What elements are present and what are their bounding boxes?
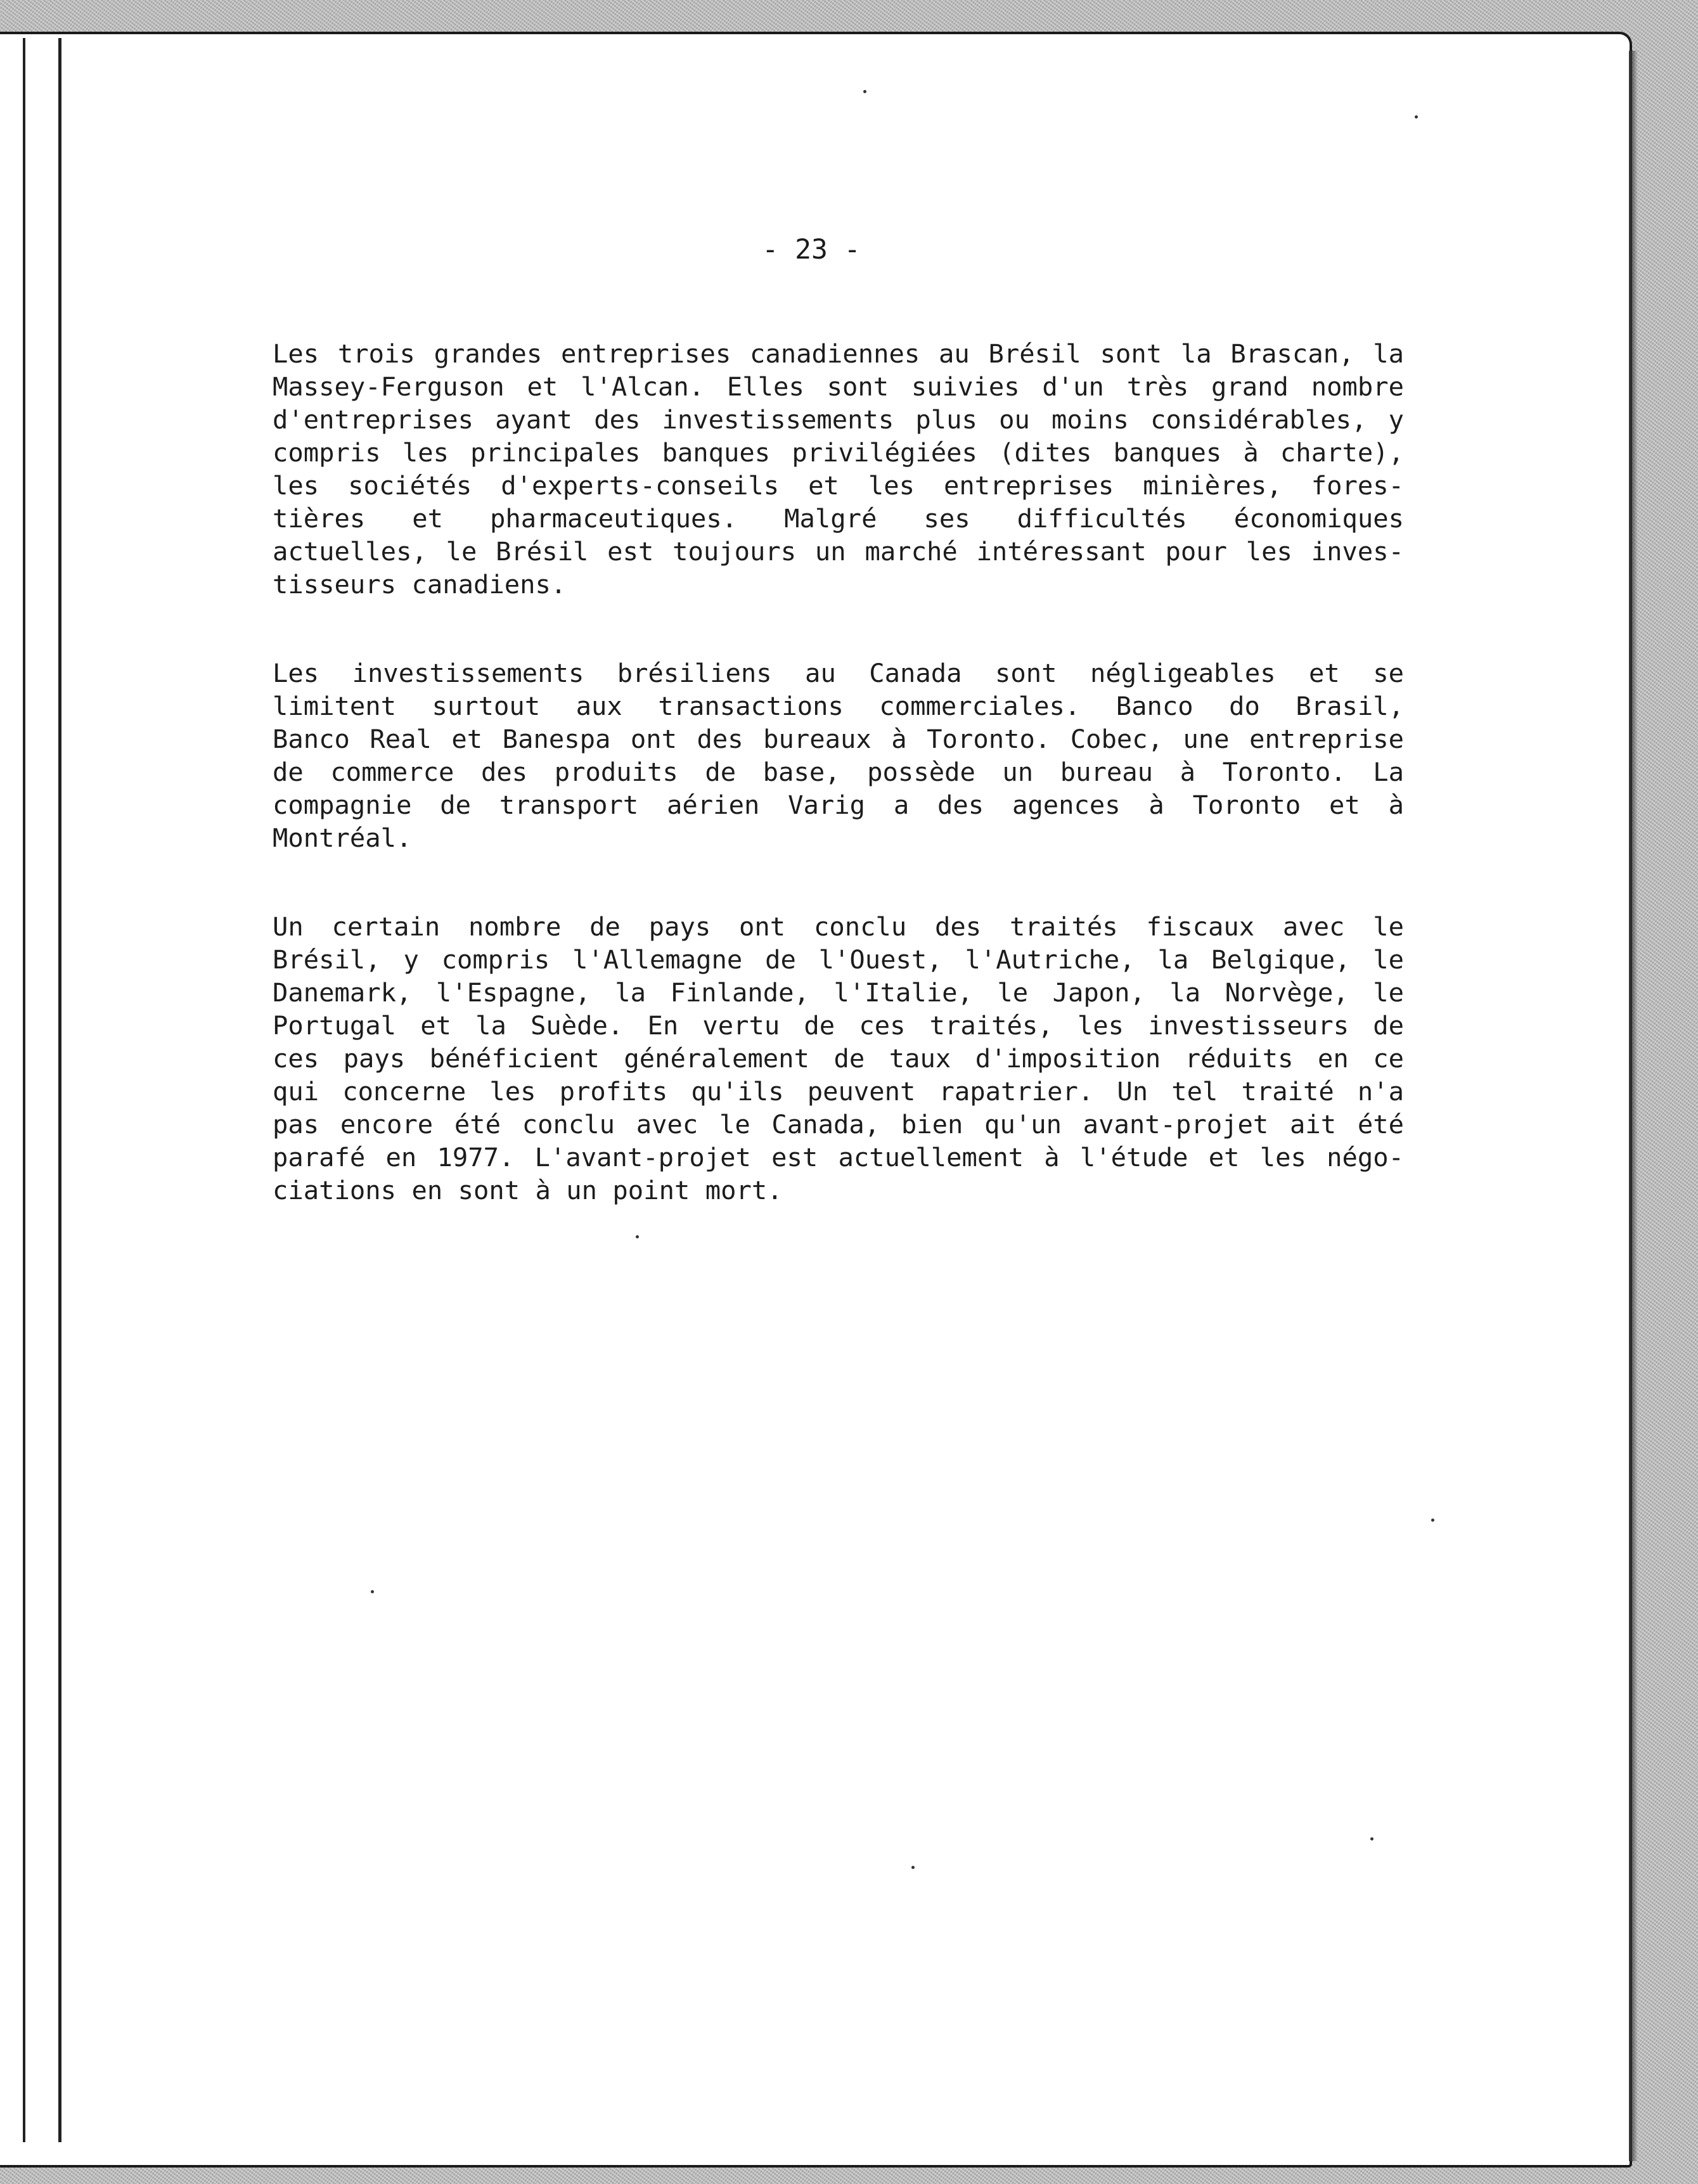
text-line: d'entreprises ayant des investissements plus ou moins considérables, y xyxy=(273,404,1404,435)
paragraph-tax-treaties xyxy=(273,910,1404,1207)
scan-speck xyxy=(1370,1837,1373,1840)
scan-speck xyxy=(636,1235,639,1238)
text-line: tières et pharmaceutiques. Malgré ses difficultés économiques xyxy=(273,503,1404,534)
text-line: ciations en sont à un point mort. xyxy=(273,1175,783,1205)
text-line: Les trois grandes entreprises canadiennes au Brésil sont la Brascan, la xyxy=(273,338,1404,369)
text-line: Massey-Ferguson et l'Alcan. Elles sont suivies d'un très grand nombre xyxy=(273,371,1404,402)
scan-speck xyxy=(1431,1519,1434,1522)
body-text xyxy=(273,337,1404,1262)
text-line: Un certain nombre de pays ont conclu des traités fiscaux avec le xyxy=(273,911,1404,942)
text-line: parafé en 1977. L'avant-projet est actuellement à l'étude et les négo- xyxy=(273,1142,1404,1172)
scan-speck xyxy=(863,90,866,93)
text-line: Portugal et la Suède. En vertu de ces traités, les investisseurs de xyxy=(273,1010,1404,1041)
text-line: Danemark, l'Espagne, la Finlande, l'Italie, le Japon, la Norvège, le xyxy=(273,977,1404,1008)
text-line: pas encore été conclu avec le Canada, bien qu'un avant-projet ait été xyxy=(273,1109,1404,1140)
binding-edge xyxy=(23,38,25,2142)
document-page xyxy=(0,32,1632,2168)
page-content xyxy=(0,34,1630,2165)
text-line: Brésil, y compris l'Allemagne de l'Ouest, l'Autriche, la Belgique, le xyxy=(273,944,1404,975)
scan-speck xyxy=(911,1866,915,1869)
text-line: actuelles, le Brésil est toujours un marché intéressant pour les inves- xyxy=(273,536,1404,567)
paragraph-canadian-companies xyxy=(273,337,1404,601)
text-line: tisseurs canadiens. xyxy=(273,569,567,600)
text-line: compagnie de transport aérien Varig a des agences à Toronto et à xyxy=(273,790,1404,820)
text-line: compris les principales banques privilégiées (dites banques à charte), xyxy=(273,437,1404,468)
text-line: Les investissements brésiliens au Canada sont négligeables et se xyxy=(273,658,1404,688)
page-edge-shadow xyxy=(1629,51,1638,2161)
text-line: ces pays bénéficient généralement de taux d'imposition réduits en ce xyxy=(273,1043,1404,1074)
text-line: qui concerne les profits qu'ils peuvent rapatrier. Un tel traité n'a xyxy=(273,1076,1404,1107)
binding-edge xyxy=(58,38,61,2142)
text-line: Banco Real et Banespa ont des bureaux à Toronto. Cobec, une entreprise xyxy=(273,724,1404,754)
paragraph-brazilian-investments xyxy=(273,657,1404,854)
scan-speck xyxy=(371,1590,374,1593)
page-number: - 23 - xyxy=(762,234,861,266)
text-line: limitent surtout aux transactions commerciales. Banco do Brasil, xyxy=(273,691,1404,721)
scan-speck xyxy=(1415,115,1418,119)
text-line: Montréal. xyxy=(273,823,412,853)
text-line: de commerce des produits de base, possède un bureau à Toronto. La xyxy=(273,757,1404,787)
text-line: les sociétés d'experts-conseils et les entreprises minières, fores- xyxy=(273,470,1404,501)
